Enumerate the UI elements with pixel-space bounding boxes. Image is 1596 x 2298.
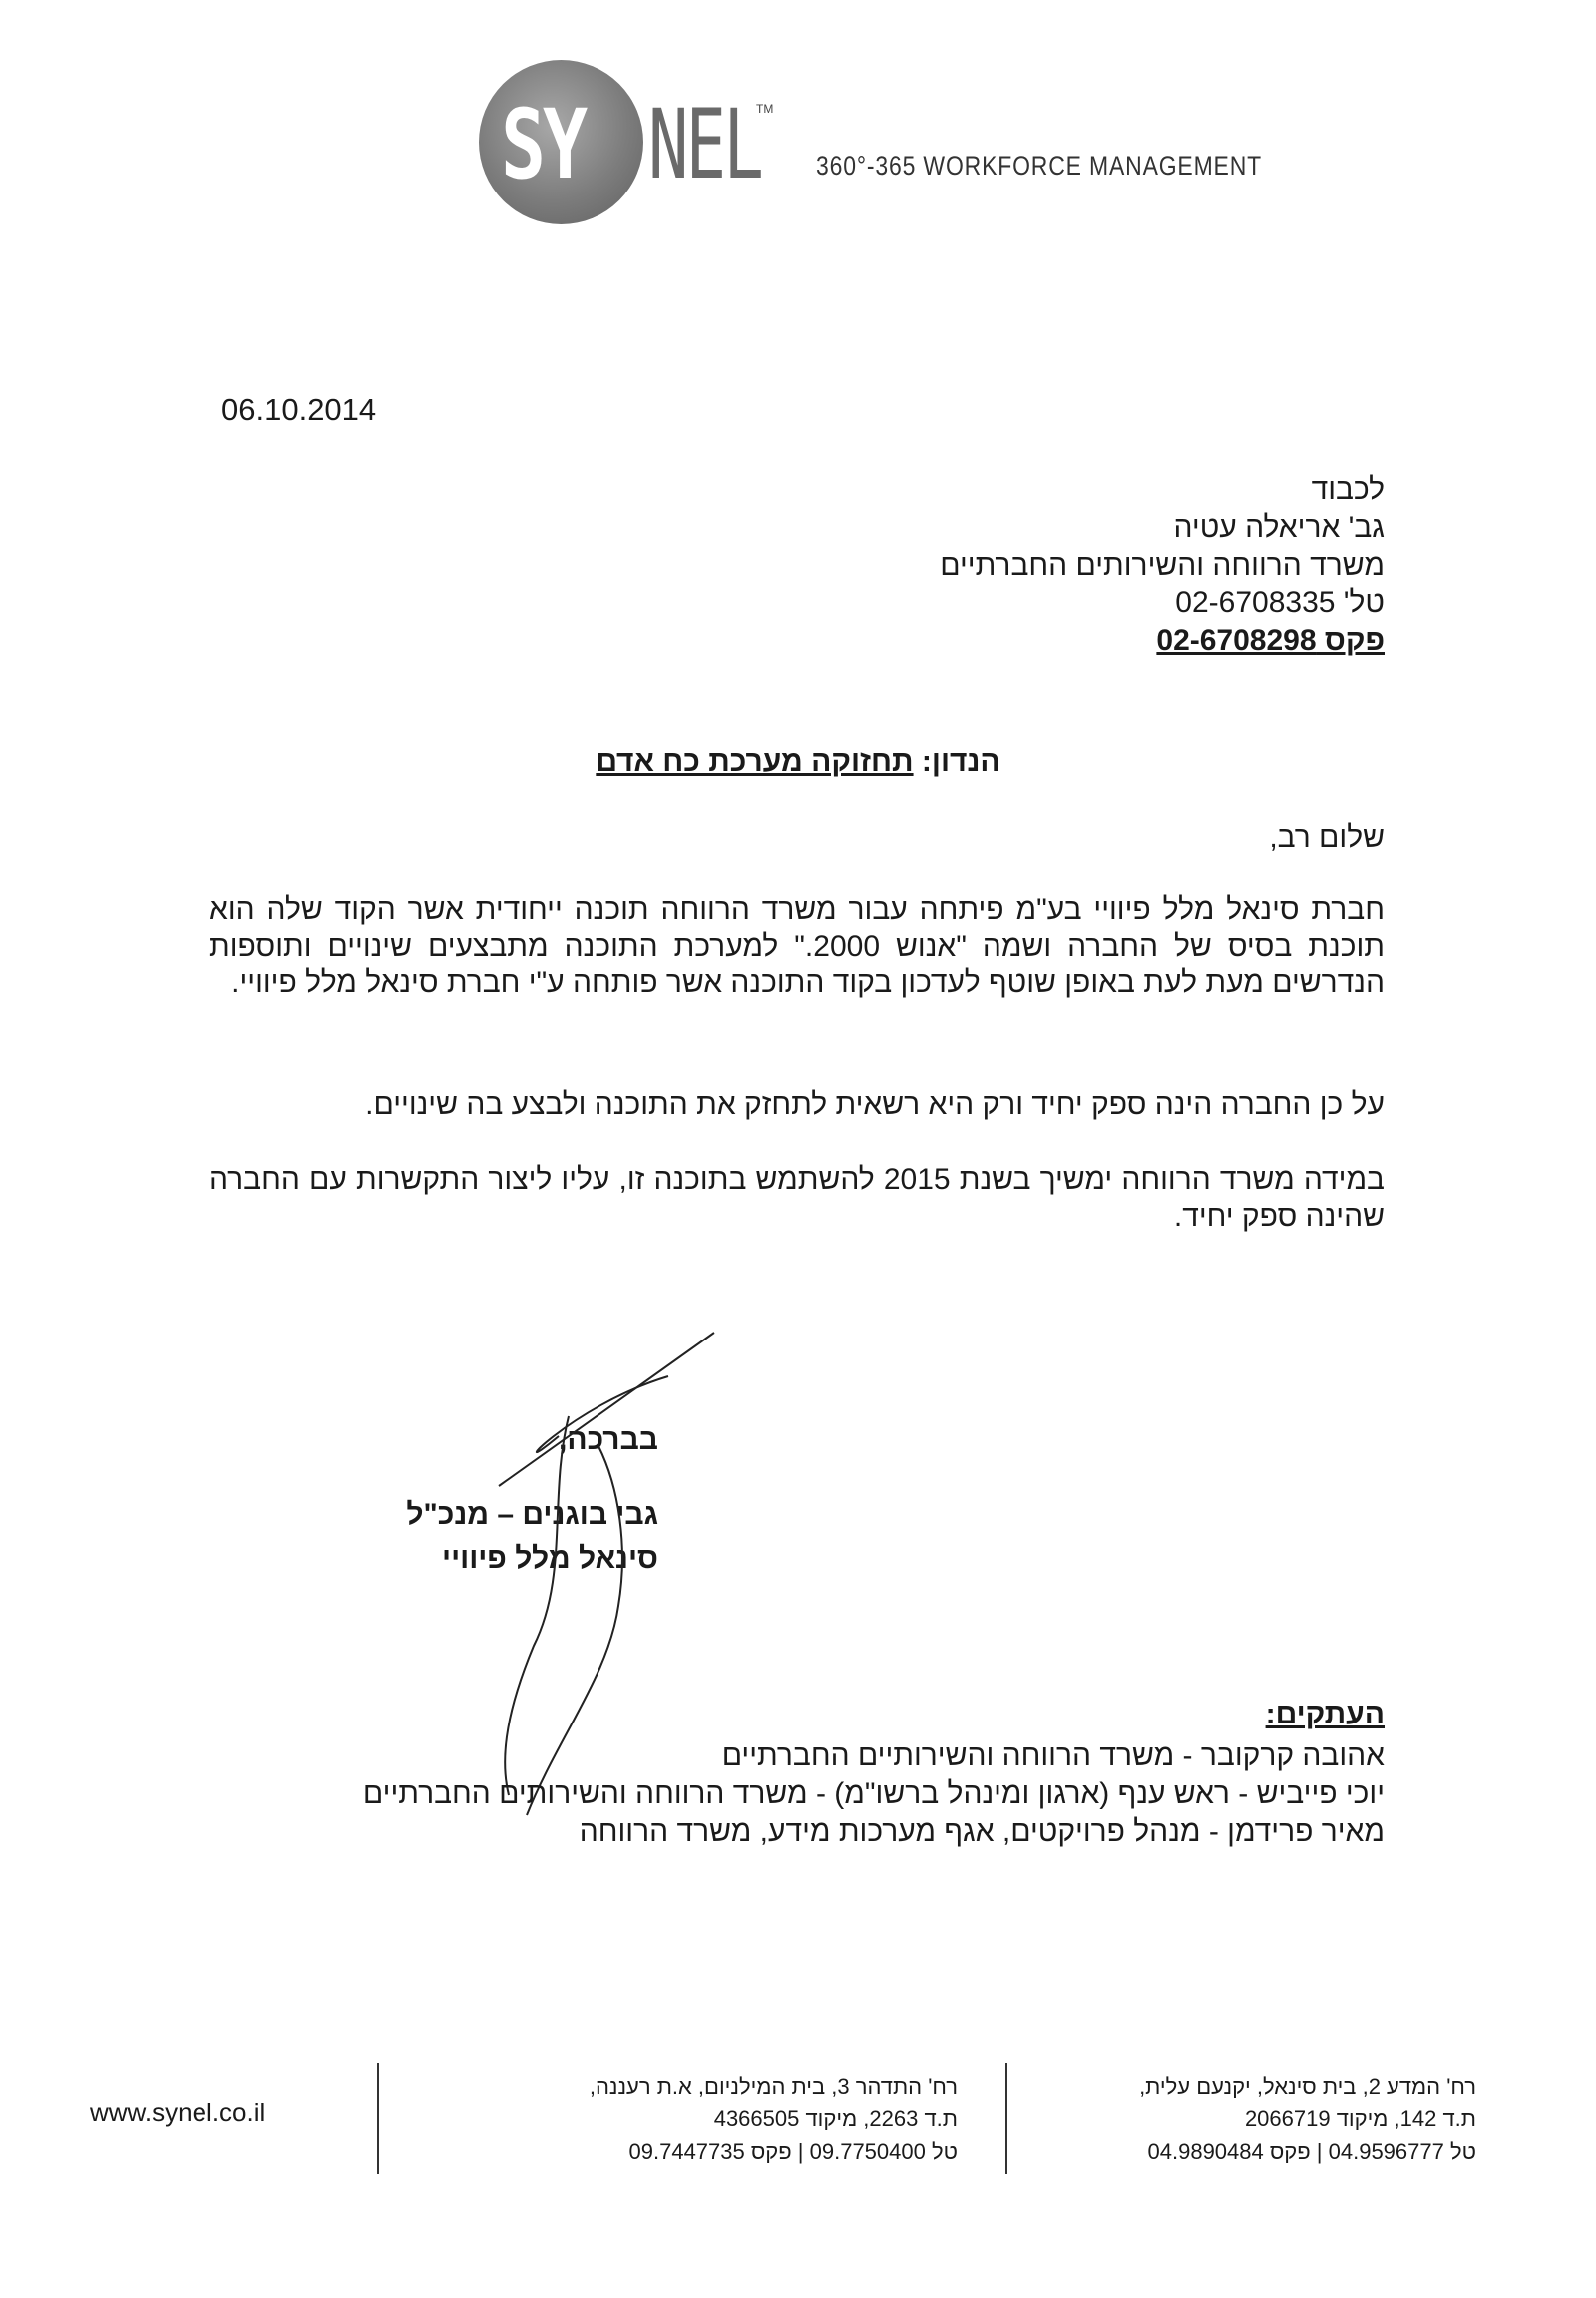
signature-closing: בברכה, — [558, 1423, 658, 1456]
footer-office-yokneam — [1139, 2070, 1476, 2168]
recipient-salutation: לכבוד — [1311, 473, 1385, 506]
copy-recipient: אהובה קרקובר - משרד הרווחה והשירותיים החברתיים — [721, 1739, 1385, 1772]
copy-recipient: יוכי פייביש - ראש ענף (ארגון ומינהל ברשו"מ) - משרד הרווחה והשירותים החברתיים — [362, 1777, 1385, 1810]
signature-stroke-3 — [505, 1416, 569, 1795]
copy-recipient: מאיר פרידמן - מנהל פרויקטים, אגף מערכות מידע, משרד הרווחה — [579, 1815, 1385, 1848]
footer-office2-line2: ת.ד 2263, מיקוד 4366505 — [713, 2106, 958, 2131]
handwritten-signature — [439, 1317, 758, 1835]
signature-stroke-2 — [537, 1376, 668, 1452]
recipient-org: משרד הרווחה והשירותים החברתיים — [940, 549, 1385, 581]
recipient-phone: טל' 02-6708335 — [1175, 586, 1385, 619]
company-logo — [479, 60, 818, 229]
greeting: שלום רב, — [1269, 821, 1385, 854]
footer-divider — [1005, 2063, 1007, 2174]
body-paragraph-2: על כן החברה הינה ספק יחיד ורק היא רשאית לתחזק את התוכנה ולבצע בה שינויים. — [365, 1088, 1385, 1121]
website-link[interactable]: www.synel.co.il — [90, 2098, 266, 2127]
signature-name-title: גבי בוגנים – מנכ"ל — [406, 1498, 658, 1531]
logo-text-right: NEL — [648, 89, 761, 200]
recipient-fax: פקס 02-6708298 — [1156, 624, 1385, 657]
footer-office2-line3: טל 09.7750400 | פקס 09.7447735 — [628, 2139, 958, 2164]
footer-office2-line1: רח' התדהר 3, בית המילניום, א.ת רעננה, — [589, 2074, 958, 2099]
signature-company: סינאל מלל פיוויי — [442, 1542, 658, 1575]
trademark-mark: TM — [756, 102, 774, 116]
footer-office-raanana — [590, 2070, 958, 2168]
footer-office1-line2: ת.ד 142, מיקוד 2066719 — [1244, 2106, 1476, 2131]
letter-date: 06.10.2014 — [221, 392, 377, 427]
body-paragraph-3: במידה משרד הרווחה ימשיך בשנת 2015 להשתמש בתוכנה זו, עליו ליצור התקשרות עם החברה שהינה ספק יחיד. — [209, 1163, 1386, 1233]
logo-text-left: SY — [501, 89, 585, 200]
footer-office1-line3: טל 04.9596777 | פקס 04.9890484 — [1147, 2139, 1476, 2164]
copies-title: העתקים: — [1265, 1698, 1385, 1730]
logo-tagline: 360°-365 WORKFORCE MANAGEMENT — [816, 151, 1263, 181]
subject-text: תחזוקה מערכת כח אדם — [596, 745, 914, 778]
subject-label: הנדון: — [921, 745, 1000, 778]
subject-line — [0, 745, 1596, 779]
body-paragraph-1: חברת סינאל מלל פיוויי בע"מ פיתחה עבור משרד הרווחה תוכנה ייחודית אשר הקוד שלה הוא תוכנת בסיס של החברה ושמה "אנוש 2000." למערכת התוכנה מתבצעים שינויים ותוספות הנדרשים מעת לעת באופן שוטף לעדכון בקוד התוכנה אשר פותחה ע"י חברת סינאל מלל פיוויי. — [209, 893, 1385, 999]
footer-office1-line1: רח' המדע 2, בית סינאל, יקנעם עלית, — [1139, 2074, 1476, 2099]
footer-divider — [377, 2063, 379, 2174]
recipient-name: גב' אריאלה עטיה — [1173, 511, 1385, 544]
